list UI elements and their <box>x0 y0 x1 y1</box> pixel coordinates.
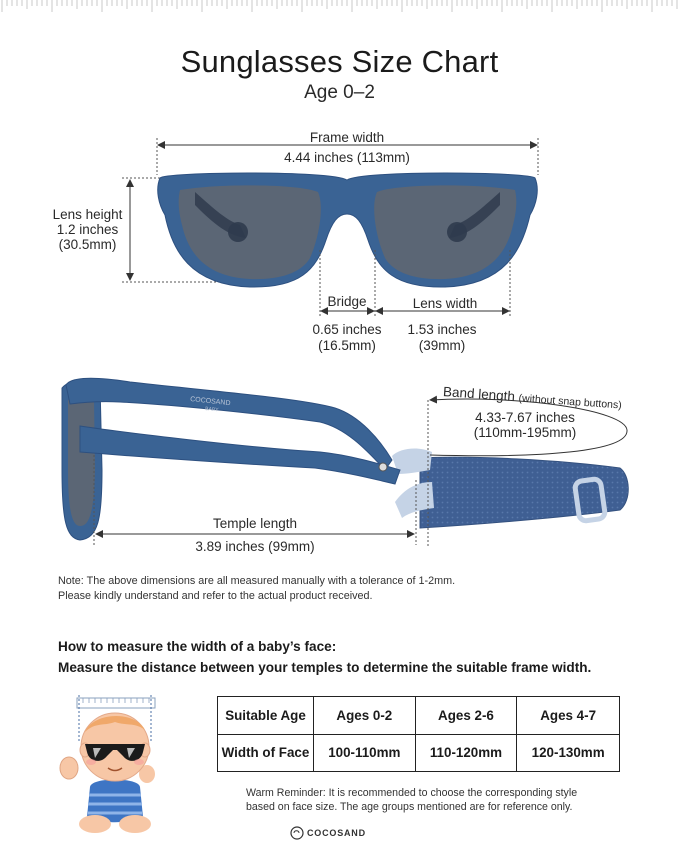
page-subtitle: Age 0–2 <box>304 82 375 103</box>
frame-width-label: Frame width <box>309 130 385 145</box>
table-header-row <box>218 697 620 735</box>
band-length-mm: (110mm-195mm) <box>473 425 577 440</box>
front-view-diagram <box>0 0 679 370</box>
frame-width-value: 4.44 inches (113mm) <box>284 150 410 165</box>
baby-illustration <box>55 692 165 837</box>
note-line-1: Note: The above dimensions are all measured manually with a tolerance of 1-2mm. <box>58 575 456 587</box>
side-view-diagram <box>0 360 679 560</box>
reminder-line-2: based on face size. The age groups mentioned are for reference only. <box>246 800 573 813</box>
baby-hand <box>60 757 78 779</box>
bridge-inches: 0.65 inches <box>312 322 382 337</box>
lens-height-label: Lens height <box>52 207 123 222</box>
bridge-label: Bridge <box>327 294 367 309</box>
table-cell: Suitable Age <box>218 697 314 735</box>
band-length-note: (without snap buttons) <box>518 392 623 412</box>
table-cell: Width of Face <box>218 734 314 772</box>
lens-width-mm: (39mm) <box>418 338 466 353</box>
footer-brand: COCOSAND <box>307 828 366 838</box>
measurement-note <box>58 574 455 603</box>
frame-brand-sub: BABY <box>204 406 219 414</box>
temple-length-label: Temple length <box>212 516 298 531</box>
table-cell: 100-110mm <box>314 734 416 772</box>
frame-brand-text: COCOSAND <box>189 396 231 408</box>
hinge-screw <box>379 463 387 471</box>
lens-width-label: Lens width <box>412 296 478 311</box>
how-to-measure <box>58 636 591 678</box>
table-cell: Ages 0-2 <box>314 697 416 735</box>
size-table <box>217 696 620 772</box>
table-row <box>218 734 620 772</box>
table-cell: Ages 2-6 <box>415 697 517 735</box>
lens-width-inches: 1.53 inches <box>407 322 477 337</box>
bridge-mm: (16.5mm) <box>318 338 376 353</box>
lens-height-mm: (30.5mm) <box>58 237 117 252</box>
table-cell: 110-120mm <box>415 734 517 772</box>
band-length-label: Band length <box>442 384 516 405</box>
band-length-inches: 4.33-7.67 inches <box>475 410 575 425</box>
lens-height-inches: 1.2 inches <box>56 222 119 237</box>
howto-line-1: How to measure the width of a baby’s face: <box>58 639 337 654</box>
warm-reminder <box>246 787 626 814</box>
table-cell: Ages 4-7 <box>517 697 620 735</box>
temple-length-value: 3.89 inches (99mm) <box>195 539 315 554</box>
note-line-2: Please kindly understand and refer to the actual product received. <box>58 589 373 602</box>
page-title: Sunglasses Size Chart <box>180 44 499 79</box>
reminder-line-1: Warm Reminder: It is recommended to choose the corresponding style <box>246 787 578 799</box>
brand-logo-icon <box>290 826 304 840</box>
howto-line-2: Measure the distance between your temples to determine the suitable frame width. <box>58 660 592 675</box>
table-cell: 120-130mm <box>517 734 620 772</box>
